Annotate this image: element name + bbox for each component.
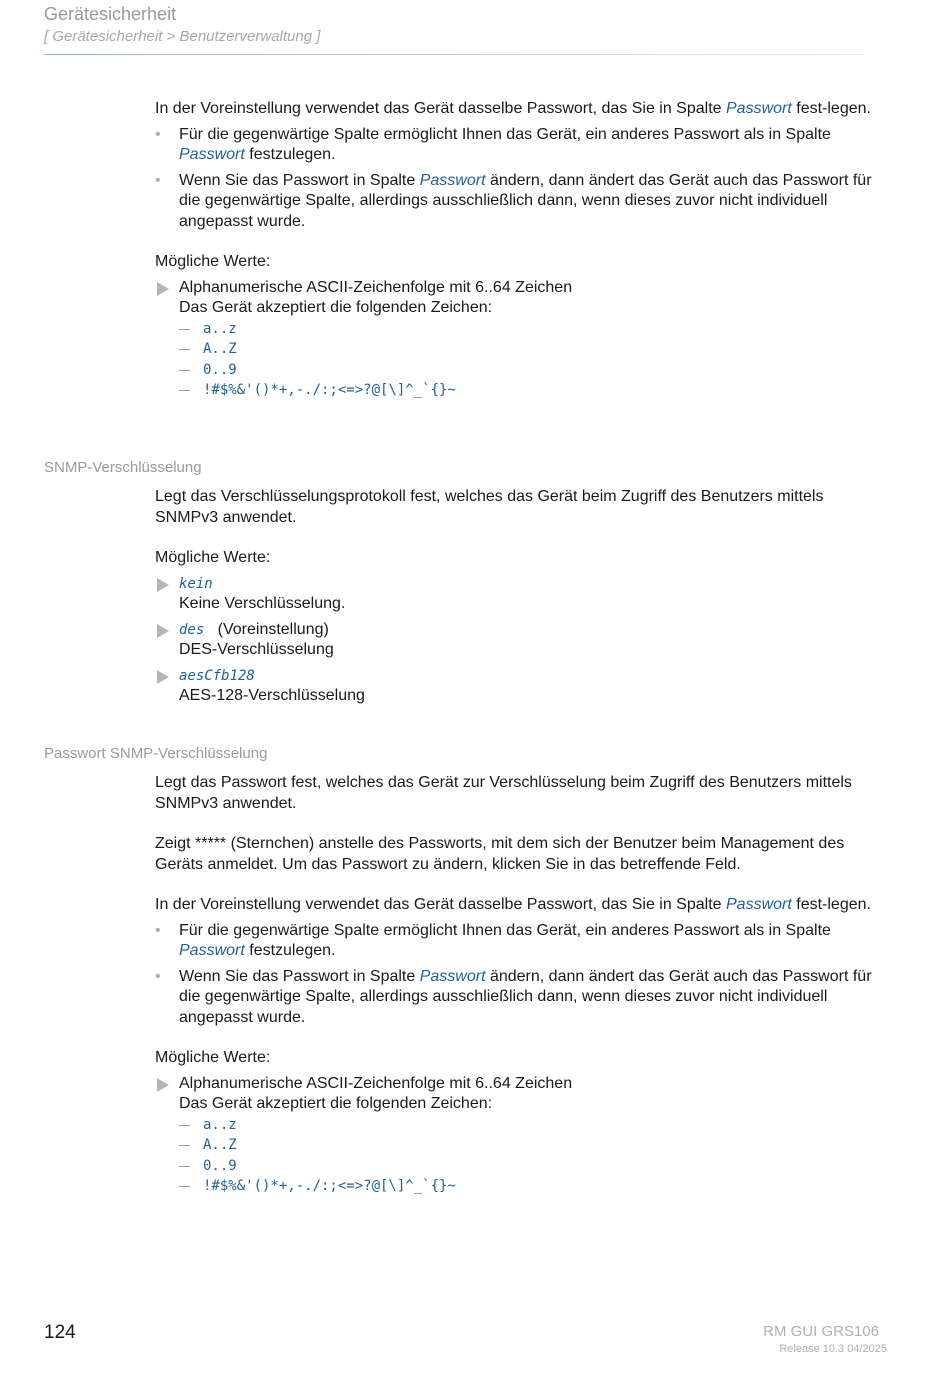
- char-range-item: a..z: [179, 319, 890, 340]
- dash-icon: [179, 329, 190, 330]
- value-item: Alphanumerische ASCII-Zeichenfolge mit 6..64 Zeichen Das Gerät akzeptiert die folgenden Zeichen: a..z A..Z 0..9 !#$%&'()*+,-./:;<=>?@[\]^_`{}~: [155, 278, 890, 401]
- char-range-item: 0..9: [179, 360, 890, 381]
- release-info: Release 10.3 04/2025: [779, 1343, 887, 1355]
- triangle-right-icon: [157, 282, 169, 296]
- triangle-right-icon: [157, 1078, 169, 1092]
- value-item: [155, 574, 890, 615]
- value-item: [155, 620, 890, 661]
- chapter-title: Gerätesicherheit: [44, 4, 177, 24]
- page-header: [44, 3, 864, 47]
- value-description: AES-128-Verschlüsselung: [179, 687, 365, 704]
- snmp-encryption-block: [155, 487, 890, 707]
- header-divider: [44, 54, 864, 55]
- column-ref-link[interactable]: Passwort: [179, 942, 245, 959]
- column-ref-link[interactable]: Passwort: [419, 967, 486, 985]
- char-range-item: A..Z: [179, 339, 890, 360]
- possible-values-heading: Mögliche Werte:: [155, 253, 271, 270]
- dash-icon: [179, 1166, 190, 1167]
- list-item: • Wenn Sie das Passwort in Spalte Passwort ändern, dann ändert das Gerät auch das Passwort für die gegenwärtige Spalte, allerdings ausschließlich dann, wenn dieses zuvor nicht individuell angepasst wurde.: [155, 171, 890, 233]
- value-description: Keine Verschlüsselung.: [179, 595, 346, 612]
- char-range-item: A..Z: [179, 1135, 890, 1156]
- column-ref-link[interactable]: Passwort: [726, 896, 792, 913]
- section-label-password-snmp-encryption: Passwort SNMP-Verschlüsselung: [44, 745, 268, 762]
- password-default-block: [155, 99, 890, 401]
- column-ref-link[interactable]: Passwort: [179, 146, 245, 163]
- column-ref-link[interactable]: Passwort: [726, 100, 792, 117]
- value-item: [155, 666, 890, 707]
- value-code: kein: [179, 575, 213, 592]
- list-item: • Für die gegenwärtige Spalte ermöglicht Ihnen das Gerät, ein anderes Passwort als in Spalte Passwort festzulegen.: [155, 921, 890, 962]
- possible-values-heading: Mögliche Werte:: [155, 549, 271, 566]
- value-description: DES-Verschlüsselung: [179, 641, 334, 658]
- default-paragraph: In der Voreinstellung verwendet das Gerät dasselbe Passwort, das Sie in Spalte Passwort fest-legen.: [155, 100, 871, 117]
- char-range-item: a..z: [179, 1115, 890, 1136]
- dash-icon: [179, 370, 190, 371]
- column-ref-link[interactable]: Passwort: [419, 171, 486, 189]
- breadcrumb: [ Gerätesicherheit > Benutzerverwaltung ]: [44, 28, 321, 45]
- list-item: • Für die gegenwärtige Spalte ermöglicht Ihnen das Gerät, ein anderes Passwort als in Spalte Passwort festzulegen.: [155, 125, 890, 166]
- value-code: aesCfb128: [179, 667, 255, 684]
- default-note: (Voreinstellung): [217, 620, 329, 638]
- document-id: RM GUI GRS106: [763, 1323, 879, 1340]
- password-snmp-encryption-block: [155, 773, 890, 1197]
- triangle-right-icon: [157, 578, 169, 592]
- stars-paragraph: Zeigt ***** (Sternchen) anstelle des Passworts, mit dem sich der Benutzer beim Management des Geräts anmeldet. Um das Passwort zu ändern, klicken Sie in das betreffende Feld.: [155, 835, 845, 873]
- dash-icon: [179, 349, 190, 350]
- triangle-right-icon: [157, 670, 169, 684]
- char-range-item: !#$%&'()*+,-./:;<=>?@[\]^_`{}~: [179, 1176, 890, 1197]
- triangle-right-icon: [157, 624, 169, 638]
- char-range-item: 0..9: [179, 1156, 890, 1177]
- dash-icon: [179, 390, 190, 391]
- section-label-snmp-encryption: SNMP-Verschlüsselung: [44, 459, 202, 476]
- char-range-item: !#$%&'()*+,-./:;<=>?@[\]^_`{}~: [179, 380, 890, 401]
- possible-values-heading: Mögliche Werte:: [155, 1049, 271, 1066]
- page-number: 124: [44, 1322, 76, 1343]
- value-item: Alphanumerische ASCII-Zeichenfolge mit 6..64 Zeichen Das Gerät akzeptiert die folgenden Zeichen: a..z A..Z 0..9 !#$%&'()*+,-./:;<=>?@[\]^_`{}~: [155, 1074, 890, 1197]
- value-code: des: [179, 621, 205, 638]
- description: Legt das Passwort fest, welches das Gerät zur Verschlüsselung beim Zugriff des Benutzers mittels SNMPv3 anwendet.: [155, 774, 852, 812]
- dash-icon: [179, 1125, 190, 1126]
- dash-icon: [179, 1186, 190, 1187]
- default-paragraph: In der Voreinstellung verwendet das Gerät dasselbe Passwort, das Sie in Spalte Passwort fest-legen.: [155, 896, 871, 913]
- dash-icon: [179, 1145, 190, 1146]
- description: Legt das Verschlüsselungsprotokoll fest, welches das Gerät beim Zugriff des Benutzers mittels SNMPv3 anwendet.: [155, 488, 824, 526]
- list-item: • Wenn Sie das Passwort in Spalte Passwort ändern, dann ändert das Gerät auch das Passwort für die gegenwärtige Spalte, allerdings ausschließlich dann, wenn dieses zuvor nicht individuell angepasst wurde.: [155, 967, 890, 1029]
